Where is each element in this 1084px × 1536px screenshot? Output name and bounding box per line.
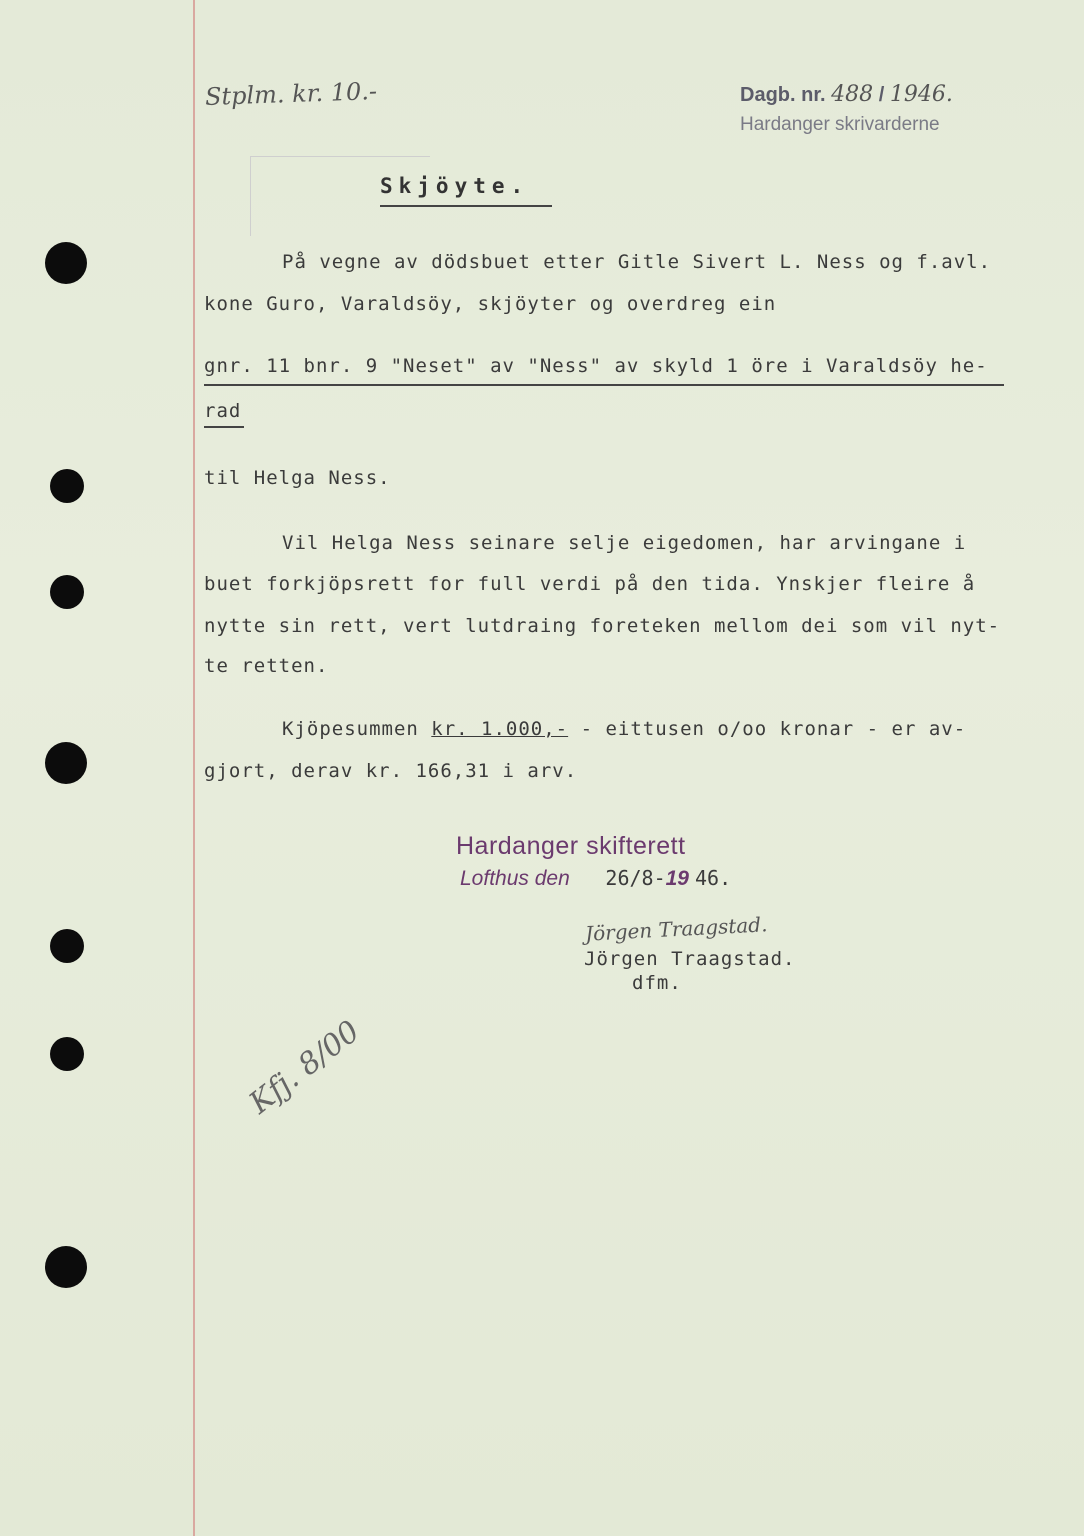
body-line: Vil Helga Ness seinare selje eigedomen, har arvingane i bbox=[282, 532, 967, 554]
body-line: gjort, derav kr. 166,31 i arv. bbox=[204, 760, 578, 782]
handwritten-signature: Jörgen Traagstad. bbox=[584, 912, 768, 946]
body-line: På vegne av dödsbuet etter Gitle Sivert L. Ness og f.avl. bbox=[282, 251, 992, 273]
place-label: Lofthus den bbox=[460, 867, 570, 890]
corner-mark bbox=[250, 156, 430, 157]
punch-hole-5 bbox=[50, 929, 84, 963]
date-line bbox=[460, 866, 731, 891]
body-line: buet forkjöpsrett for full verdi på den tida. Ynskjer fleire å bbox=[204, 573, 976, 595]
dagbok-year: 1946. bbox=[889, 82, 953, 107]
date-value: 26/8- bbox=[605, 866, 666, 890]
margin-line bbox=[193, 0, 195, 1536]
purchase-words: - eittusen o/oo kronar - er av- bbox=[568, 718, 967, 740]
punch-hole-3 bbox=[50, 575, 84, 609]
punch-hole-7 bbox=[45, 1246, 87, 1288]
property-underline bbox=[204, 384, 1004, 386]
dagbok-number: 488 bbox=[831, 82, 874, 107]
recipient-line: til Helga Ness. bbox=[204, 467, 391, 489]
year-suffix: 46. bbox=[694, 866, 732, 890]
handwritten-annotation: Kfj. 8/00 bbox=[242, 1013, 367, 1122]
dagbok-label: Dagb. nr. bbox=[740, 84, 826, 106]
body-line: te retten. bbox=[204, 655, 329, 677]
property-line: gnr. 11 bnr. 9 "Neset" av "Ness" av skyld 1 öre i Varaldsöy he- bbox=[204, 355, 988, 377]
property-underline bbox=[204, 426, 244, 428]
office-stamp: Hardanger skrivarderne bbox=[740, 114, 940, 135]
punch-hole-1 bbox=[45, 242, 87, 284]
purchase-label: Kjöpesummen bbox=[282, 718, 432, 740]
court-stamp: Hardanger skifterett bbox=[456, 832, 686, 860]
signatory-name: Jörgen Traagstad. bbox=[584, 948, 796, 970]
year-prefix: 19 bbox=[665, 867, 689, 890]
punch-hole-2 bbox=[50, 469, 84, 503]
signatory-title: dfm. bbox=[632, 972, 682, 994]
body-line: nytte sin rett, vert lutdraing foreteken mellom dei som vil nyt- bbox=[204, 615, 1001, 637]
corner-mark bbox=[250, 156, 251, 236]
stamp-fee-note: Stplm. kr. 10.- bbox=[204, 77, 378, 111]
title-underline bbox=[380, 205, 552, 207]
property-line: rad bbox=[204, 400, 242, 422]
document-title: Skjöyte. bbox=[380, 174, 530, 198]
punch-hole-4 bbox=[45, 742, 87, 784]
dagbok-separator: / bbox=[878, 84, 885, 106]
purchase-line bbox=[282, 718, 966, 740]
dagbok-stamp bbox=[740, 82, 953, 107]
punch-hole-6 bbox=[50, 1037, 84, 1071]
body-line: kone Guro, Varaldsöy, skjöyter og overdreg ein bbox=[204, 293, 777, 315]
purchase-amount: kr. 1.000,- bbox=[431, 718, 569, 740]
